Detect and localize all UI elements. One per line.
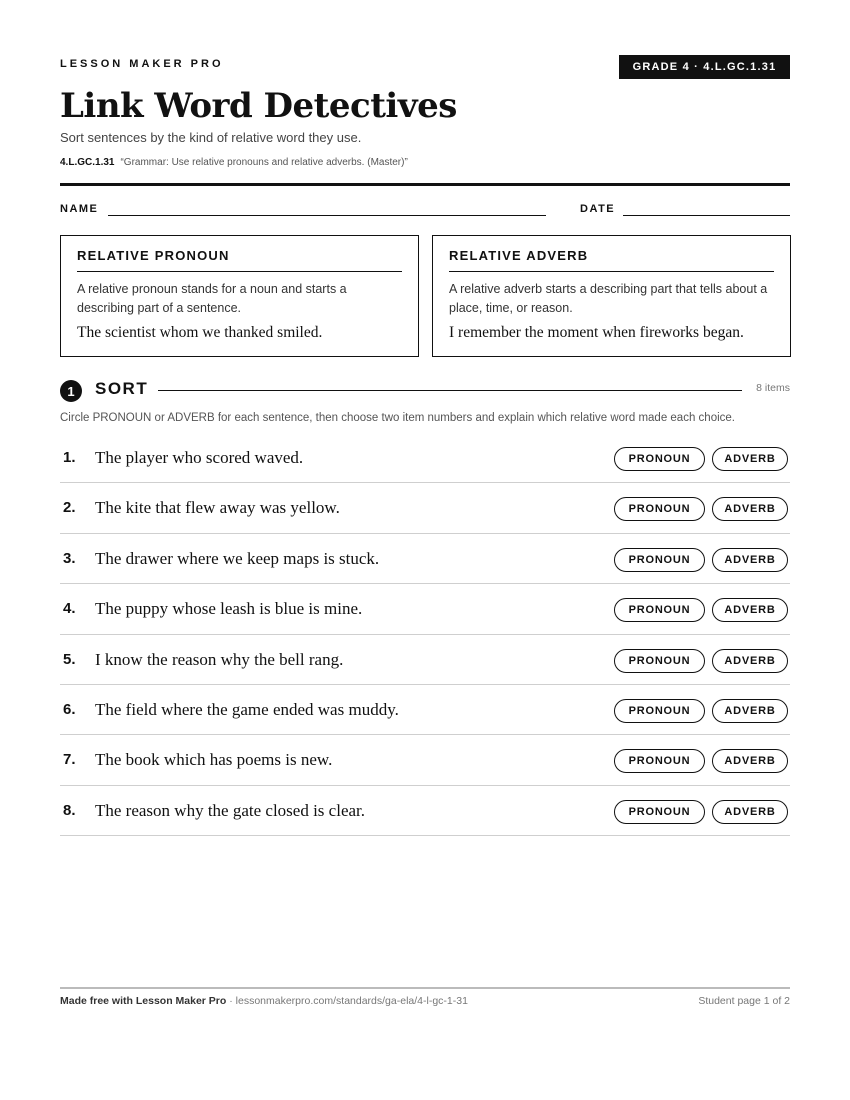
list-item (60, 483, 790, 533)
date-field[interactable] (623, 215, 790, 216)
item-sentence: The reason why the gate closed is clear. (95, 800, 366, 820)
list-item (60, 534, 790, 584)
list-item (60, 735, 790, 785)
footer-divider (60, 987, 790, 989)
date-label: DATE (580, 203, 616, 215)
adverb-choice-button[interactable]: ADVERB (712, 649, 788, 673)
pronoun-choice-button[interactable]: PRONOUN (614, 699, 705, 723)
list-item (60, 685, 790, 735)
name-field[interactable] (108, 215, 546, 216)
item-sentence: The puppy whose leash is blue is mine. (95, 599, 363, 619)
item-sentence: I know the reason why the bell rang. (95, 649, 344, 669)
card-relative-adverb (432, 235, 791, 357)
footer-separator: · (229, 995, 236, 1007)
item-number: 6. (63, 700, 76, 718)
item-sentence: The drawer where we keep maps is stuck. (95, 548, 380, 568)
item-number: 3. (63, 549, 76, 567)
item-sentence: The kite that flew away was yellow. (95, 498, 340, 518)
card-example: The scientist whom we thanked smiled. (77, 324, 323, 341)
adverb-choice-button[interactable]: ADVERB (712, 497, 788, 521)
section-rule (158, 390, 742, 391)
standard-text: “Grammar: Use relative pronouns and relative adverbs. (Master)” (120, 157, 408, 168)
item-number: 1. (63, 449, 76, 466)
pronoun-choice-button[interactable]: PRONOUN (614, 497, 705, 521)
pronoun-choice-button[interactable]: PRONOUN (614, 749, 705, 773)
grade-badge: GRADE 4 · 4.L.GC.1.31 (619, 55, 790, 79)
pronoun-choice-button[interactable]: PRONOUN (614, 548, 705, 572)
item-count: 8 items (756, 382, 790, 394)
item-number: 4. (63, 600, 76, 618)
item-sentence: The book which has poems is new. (95, 750, 333, 770)
header-divider (60, 183, 790, 186)
card-relative-pronoun (60, 235, 419, 357)
card-title: RELATIVE ADVERB (449, 248, 774, 272)
pronoun-choice-button[interactable]: PRONOUN (614, 800, 705, 824)
adverb-choice-button[interactable]: ADVERB (712, 598, 788, 622)
adverb-choice-button[interactable]: ADVERB (712, 447, 788, 471)
section-instructions: Circle PRONOUN or ADVERB for each sentence, then choose two item numbers and explain which relative word made each choice. (60, 412, 735, 424)
adverb-choice-button[interactable]: ADVERB (712, 800, 788, 824)
name-date-row (60, 203, 790, 217)
section-number-badge: 1 (60, 380, 82, 402)
item-sentence: The field where the game ended was muddy. (95, 699, 399, 719)
item-number: 2. (63, 499, 76, 517)
pronoun-choice-button[interactable]: PRONOUN (614, 598, 705, 622)
footer-credit (60, 995, 468, 1007)
name-label: NAME (60, 203, 99, 215)
card-description: A relative adverb starts a describing part that tells about a place, time, or reason. (449, 282, 768, 315)
item-number: 7. (63, 751, 76, 769)
item-number: 8. (63, 801, 76, 819)
standard-line (60, 157, 408, 168)
item-number: 5. (63, 650, 76, 668)
section-title: SORT (95, 379, 149, 398)
page-title: Link Word Detectives (60, 86, 457, 126)
list-item (60, 584, 790, 634)
card-example: I remember the moment when fireworks began. (449, 324, 744, 341)
footer-made-with: Made free with Lesson Maker Pro (60, 995, 227, 1007)
card-title: RELATIVE PRONOUN (77, 248, 402, 272)
item-list (60, 433, 790, 836)
card-description: A relative pronoun stands for a noun and starts a describing part of a sentence. (77, 282, 347, 315)
item-sentence: The player who scored waved. (95, 448, 304, 467)
adverb-choice-button[interactable]: ADVERB (712, 749, 788, 773)
section-header (60, 378, 790, 402)
adverb-choice-button[interactable]: ADVERB (712, 699, 788, 723)
pronoun-choice-button[interactable]: PRONOUN (614, 649, 705, 673)
page-subtitle: Sort sentences by the kind of relative word they use. (60, 130, 362, 145)
footer-page-number: Student page 1 of 2 (698, 995, 790, 1007)
list-item (60, 786, 790, 836)
adverb-choice-button[interactable]: ADVERB (712, 548, 788, 572)
brand-name: LESSON MAKER PRO (60, 58, 224, 70)
pronoun-choice-button[interactable]: PRONOUN (614, 447, 705, 471)
footer-url[interactable]: lessonmakerpro.com/standards/ga-ela/4-l-gc-1-31 (235, 995, 468, 1007)
standard-code: 4.L.GC.1.31 (60, 157, 115, 168)
list-item (60, 433, 790, 483)
list-item (60, 635, 790, 685)
